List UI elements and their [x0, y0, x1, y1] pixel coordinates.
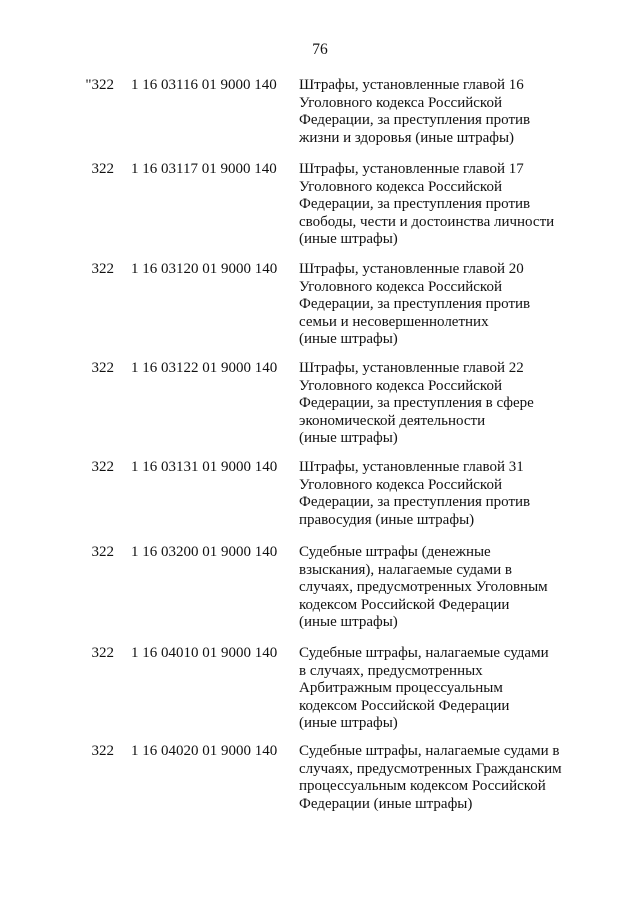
fine-description [299, 544, 569, 632]
description-line: (иные штрафы) [299, 715, 398, 731]
description-line: Федерации, за преступления против [299, 296, 531, 312]
admin-code: 322 [91, 161, 114, 177]
description-line: Федерации, за преступления против [299, 196, 531, 212]
admin-code: 322 [91, 645, 114, 661]
fine-description [299, 77, 569, 147]
description-line: Федерации, за преступления против [299, 112, 531, 128]
admin-code: 322 [91, 743, 114, 759]
description-line: семьи и несовершеннолетних [299, 313, 489, 330]
description-line: (иные штрафы) [299, 430, 398, 446]
description-line: (иные штрафы) [299, 231, 398, 247]
fine-description [299, 459, 569, 529]
description-line: Штрафы, установленные главой 16 [299, 77, 524, 93]
description-line: случаях, предусмотренных Гражданским [299, 760, 562, 777]
fine-description [299, 261, 569, 349]
description-line: Судебные штрафы, налагаемые судами [299, 645, 549, 661]
description-line: (иные штрафы) [299, 331, 398, 347]
fine-description [299, 360, 569, 448]
admin-code: 322 [91, 261, 114, 277]
description-line: Штрафы, установленные главой 20 [299, 261, 524, 277]
description-line: Уголовного кодекса Российской [299, 278, 502, 295]
fine-description [299, 743, 569, 813]
description-line: (иные штрафы) [299, 614, 398, 630]
description-line: Федерации, за преступления в сфере [299, 395, 534, 411]
description-line: кодексом Российской Федерации [299, 596, 510, 613]
budget-classification-code: 1 16 03116 01 9000 140 [131, 77, 277, 93]
description-line: Штрафы, установленные главой 22 [299, 360, 524, 376]
description-line: в случаях, предусмотренных [299, 662, 483, 679]
budget-classification-code: 1 16 03200 01 9000 140 [131, 544, 278, 560]
description-line: Арбитражным процессуальным [299, 680, 503, 696]
budget-classification-code: 1 16 03117 01 9000 140 [131, 161, 277, 177]
description-line: Федерации, за преступления против [299, 494, 531, 510]
budget-classification-code: 1 16 03120 01 9000 140 [131, 261, 278, 277]
description-line: свободы, чести и достоинства личности [299, 213, 555, 230]
description-line: процессуальным кодексом Российской [299, 778, 546, 794]
description-line: Уголовного кодекса Российской [299, 94, 502, 111]
description-line: Уголовного кодекса Российской [299, 476, 502, 493]
page-number: 76 [312, 41, 328, 58]
description-line: Федерации (иные штрафы) [299, 795, 473, 812]
description-line: правосудия (иные штрафы) [299, 511, 475, 528]
description-line: случаях, предусмотренных Уголовным [299, 579, 548, 595]
description-line: Штрафы, установленные главой 17 [299, 161, 524, 177]
description-line: экономической деятельности [299, 412, 486, 429]
budget-classification-code: 1 16 04020 01 9000 140 [131, 743, 278, 759]
fine-description [299, 645, 569, 733]
description-line: Штрафы, установленные главой 31 [299, 459, 524, 475]
description-line: кодексом Российской Федерации [299, 697, 510, 714]
fine-description [299, 161, 569, 249]
description-line: взыскания), налагаемые судами в [299, 561, 512, 578]
admin-code: 322 [91, 360, 114, 376]
description-line: Уголовного кодекса Российской [299, 377, 502, 394]
budget-classification-code: 1 16 04010 01 9000 140 [131, 645, 278, 661]
description-line: Уголовного кодекса Российской [299, 178, 502, 195]
budget-classification-code: 1 16 03122 01 9000 140 [131, 360, 278, 376]
description-line: Судебные штрафы (денежные [299, 544, 491, 560]
admin-code: "322 [85, 77, 114, 93]
budget-classification-code: 1 16 03131 01 9000 140 [131, 459, 278, 475]
description-line: Судебные штрафы, налагаемые судами в [299, 743, 560, 759]
admin-code: 322 [91, 544, 114, 560]
admin-code: 322 [91, 459, 114, 475]
description-line: жизни и здоровья (иные штрафы) [299, 129, 515, 146]
